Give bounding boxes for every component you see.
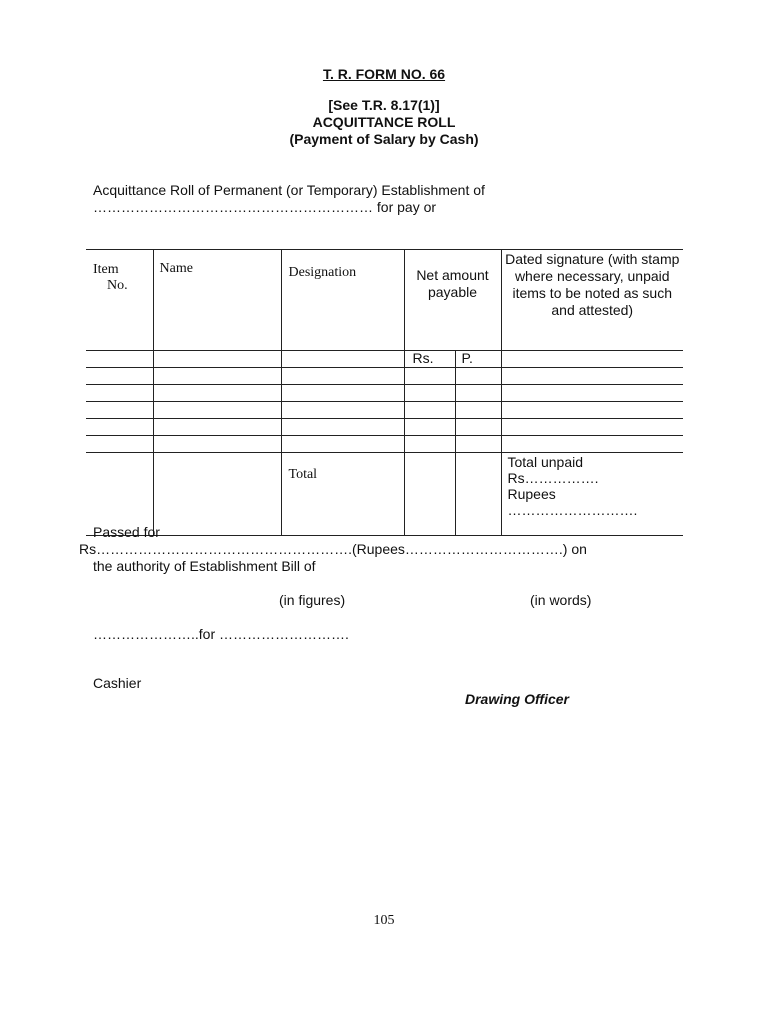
total-label: Total <box>281 453 404 536</box>
header-no-label: No. <box>107 278 128 293</box>
table-header-row <box>86 250 683 351</box>
header-item-no <box>86 250 153 351</box>
form-subtitle: (Payment of Salary by Cash) <box>289 131 479 147</box>
table-row <box>86 436 683 453</box>
subheader-rs: Rs. <box>404 351 455 368</box>
total-unpaid-block <box>501 453 683 536</box>
header-net-amount: Net amount payable <box>404 250 501 351</box>
intro-line-2: …………………………………………………… for pay or <box>93 199 437 215</box>
for-line: …………………..for ………………………. <box>93 626 349 642</box>
form-number: T. R. FORM NO. 66 <box>322 66 446 82</box>
total-unpaid-label: Total unpaid <box>507 454 584 470</box>
total-unpaid-rs: Rs……………. <box>507 470 599 486</box>
table-row <box>86 419 683 436</box>
header-name: Name <box>153 250 281 351</box>
form-title: ACQUITTANCE ROLL <box>312 114 456 130</box>
rule-reference: [See T.R. 8.17(1)] <box>328 97 440 113</box>
total-unpaid-rupees-dots: ………………………. <box>507 502 638 518</box>
passed-for-label: Passed for <box>93 524 160 540</box>
table-total-row <box>86 453 683 536</box>
header-item-label: Item <box>93 262 119 277</box>
intro-line-1: Acquittance Roll of Permanent (or Temporary) Establishment of <box>93 182 485 198</box>
header-designation: Designation <box>281 250 404 351</box>
table-subheader-row <box>86 351 683 368</box>
in-figures-label: (in figures) <box>279 592 346 608</box>
acquittance-table <box>86 249 683 536</box>
drawing-officer-label: Drawing Officer <box>465 691 569 707</box>
total-unpaid-rupees-label: Rupees <box>507 486 556 502</box>
table-row <box>86 402 683 419</box>
header-dated-signature: Dated signature (with stamp where necessary, unpaid items to be noted as such and attested) <box>501 250 683 351</box>
passed-rs-line: Rs……………………………………………….(Rupees…………………………….) on <box>79 541 587 557</box>
cashier-label: Cashier <box>93 675 142 691</box>
table-row <box>86 385 683 402</box>
in-words-label: (in words) <box>530 592 592 608</box>
table-row <box>86 368 683 385</box>
passed-authority-line: the authority of Establishment Bill of <box>93 558 316 574</box>
subheader-p: P. <box>455 351 501 368</box>
page-number: 105 <box>373 913 395 928</box>
